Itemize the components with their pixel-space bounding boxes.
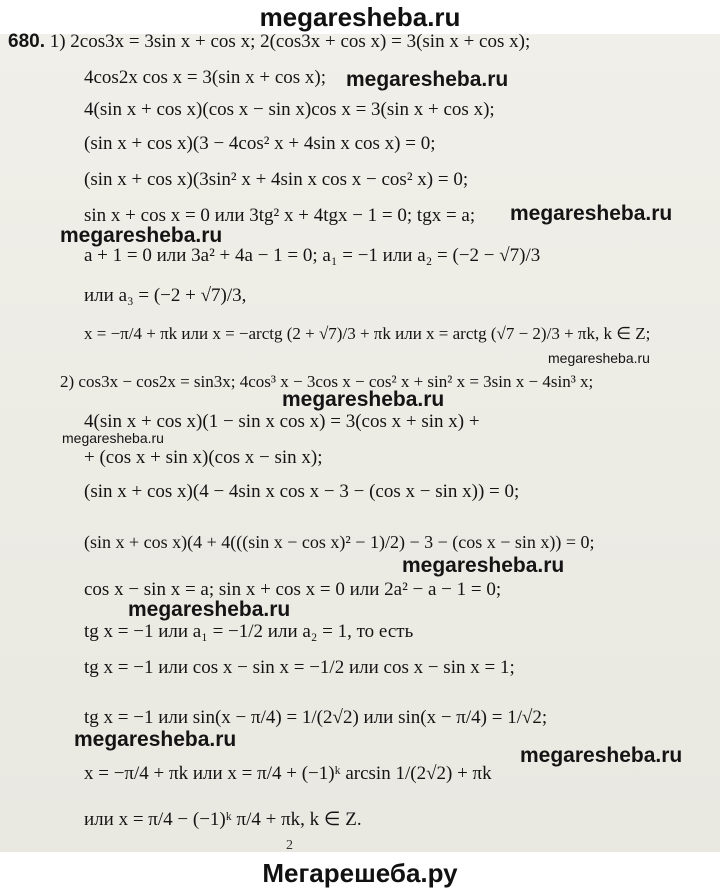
solution-line-12: + (cos x + sin x)(cos x − sin x); xyxy=(84,447,323,468)
solution-line-5: (sin x + cos x)(3sin² x + 4sin x cos x − cos² x) = 0; xyxy=(84,169,469,190)
solution-line-2: 4cos2x cos x = 3(sin x + cos x); xyxy=(84,67,327,88)
solution-line-9: x = −π/4 + πk или x = −arctg (2 + √7)/3 + πk или x = arctg (√7 − 2)/3 + πk, k ∈ Z; xyxy=(84,324,651,343)
solution-line-18: tg x = −1 или sin(x − π/4) = 1/(2√2) или sin(x − π/4) = 1/√2; xyxy=(84,707,548,728)
watermark-4: megaresheba.ru xyxy=(548,350,650,366)
header-bar xyxy=(0,0,720,32)
watermark-1: megaresheba.ru xyxy=(346,68,509,91)
solution-line-17: tg x = −1 или cos x − sin x = −1/2 или cos x − sin x = 1; xyxy=(84,657,515,678)
solution-line-15: cos x − sin x = a; sin x + cos x = 0 или 2a² − a − 1 = 0; xyxy=(84,579,502,600)
watermark-2: megaresheba.ru xyxy=(510,202,673,225)
problem-number: 680. xyxy=(8,31,45,52)
solution-line-7: a + 1 = 0 или 3a² + 4a − 1 = 0; a₁ = −1 или a₂ = (−2 − √7)/3 xyxy=(84,245,541,266)
solution-line-3: 4(sin x + cos x)(cos x − sin x)cos x = 3(sin x + cos x); xyxy=(84,99,495,120)
solution-line-19: x = −π/4 + πk или x = π/4 + (−1)ᵏ arcsin 1/(2√2) + πk xyxy=(84,763,492,784)
watermark-10: megaresheba.ru xyxy=(520,744,683,767)
solution-line-6: sin x + cos x = 0 или 3tg² x + 4tgx − 1 = 0; tgx = a; xyxy=(84,205,476,226)
page-number: 2 xyxy=(286,838,293,853)
solution-line-1: 680. 1) 2cos3x = 3sin x + cos x; 2(cos3x + cos x) = 3(sin x + cos x); xyxy=(8,31,531,52)
solution-line-8: или a₃ = (−2 + √7)/3, xyxy=(84,285,247,306)
solution-line-16: tg x = −1 или a₁ = −1/2 или a₂ = 1, то есть xyxy=(84,621,414,642)
solution-line-13: (sin x + cos x)(4 − 4sin x cos x − 3 − (cos x − sin x)) = 0; xyxy=(84,481,520,502)
watermark-8: megaresheba.ru xyxy=(128,598,291,621)
solution-line-20: или x = π/4 − (−1)ᵏ π/4 + πk, k ∈ Z. xyxy=(84,809,362,830)
watermark-9: megaresheba.ru xyxy=(74,728,237,751)
solution-line-14: (sin x + cos x)(4 + 4(((sin x − cos x)² − 1)/2) − 3 − (cos x − sin x)) = 0; xyxy=(84,532,595,552)
site-title[interactable]: megaresheba.ru xyxy=(259,2,461,32)
solution-line-11: 4(sin x + cos x)(1 − sin x cos x) = 3(cos x + sin x) + xyxy=(84,411,480,432)
watermark-5: megaresheba.ru xyxy=(282,388,445,411)
solution-line-10: 2) cos3x − cos2x = sin3x; 4cos³ x − 3cos x − cos² x + sin² x = 3sin x − 4sin³ x; xyxy=(60,372,594,391)
footer-site-title[interactable]: Мегарешеба.ру xyxy=(262,858,458,888)
watermark-6: megaresheba.ru xyxy=(62,430,164,446)
watermark-3: megaresheba.ru xyxy=(60,224,223,247)
solution-line-4: (sin x + cos x)(3 − 4cos² x + 4sin x cos x) = 0; xyxy=(84,133,436,154)
watermark-7: megaresheba.ru xyxy=(402,554,565,577)
